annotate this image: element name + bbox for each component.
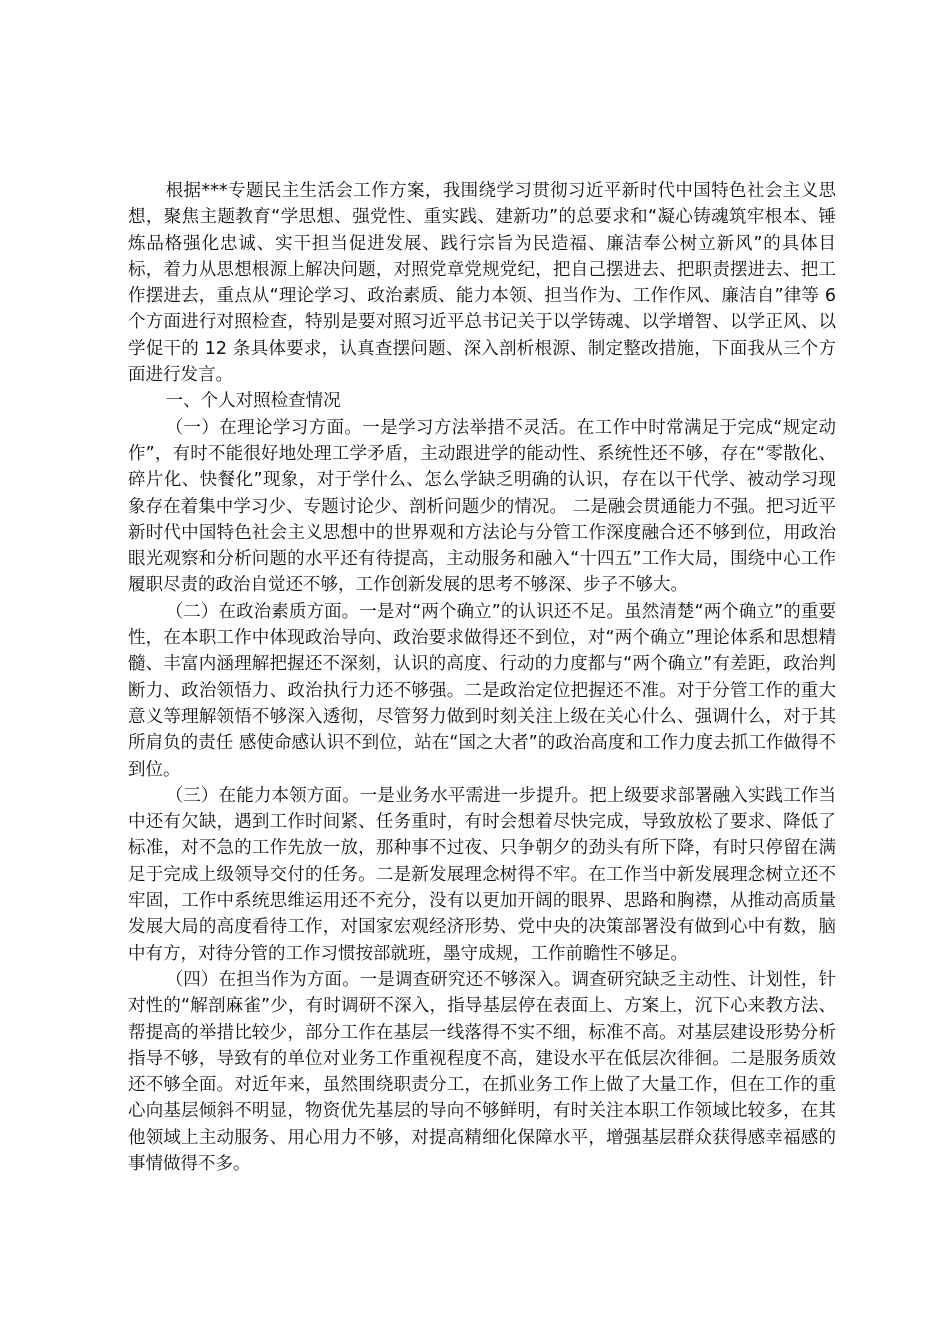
document-body bbox=[128, 178, 836, 1177]
paragraph-responsibility: （四）在担当作为方面。一是调查研究还不够深入。调查研究缺乏主动性、计划性，针对性的“解剖麻雀”少，有时调研不深入，指导基层停在表面上、方案上，沉下心来教方法、帮提高的举措比较少，部分工作在基层一线落得不实不细，标准不高。对基层建设形势分析指导不够，导致有的单位对业务工作重视程度不高，建设水平在低层次徘徊。二是服务质效还不够全面。对近年来，虽然围绕职责分工，在抓业务工作上做了大量工作，但在工作的重心向基层倾斜不明显，物资优先基层的导向不够鲜明，有时关注本职工作领域比较多，在其他领域上主动服务、用心用力不够，对提高精细化保障水平，增强基层群众获得感幸福感的事情做得不多。 bbox=[128, 969, 836, 1174]
intro-paragraph: 根据***专题民主生活会工作方案，我围绕学习贯彻习近平新时代中国特色社会主义思想，聚焦主题教育“学思想、强党性、重实践、建新功”的总要求和“凝心铸魂筑牢根本、锤炼品格强化忠诚、实干担当促进发展、践行宗旨为民造福、廉洁奉公树立新风”的具体目标，着力从思想根源上解决问题，对照党章党规党纪，把自己摆进去、把职责摆进去、把工作摆进去，重点从“理论学习、政治素质、能力本领、担当作为、工作作风、廉洁自”律等 6 个方面进行对照检查，特别是要对照习近平总书记关于以学铸魂、以学增智、以学正风、以学促干的 12 条具体要求，认真查摆问题、深入剖析根源、制定整改措施，下面我从三个方面进行发言。 bbox=[128, 181, 836, 386]
paragraph-capability: （三）在能力本领方面。一是业务水平需进一步提升。把上级要求部署融入实践工作当中还有欠缺，遇到工作时间紧、任务重时，有时会想着尽快完成，导致放松了要求、降低了标准，对不急的工作先放一放，那种事不过夜、只争朝夕的劲头有所下降，有时只停留在满足于完成上级领导交付的任务。二是新发展理念树得不牢。在工作当中新发展理念树立还不牢固，工作中系统思维运用还不充分，没有以更加开阔的眼界、思路和胸襟，从推动高质量发展大局的高度看待工作，对国家宏观经济形势、党中央的决策部署没有做到心中有数，脑中有方，对待分管的工作习惯按部就班，墨守成规，工作前瞻性不够足。 bbox=[128, 785, 836, 964]
section-heading-1: 一、个人对照检查情况 bbox=[165, 391, 341, 412]
paragraph-political-quality: （二）在政治素质方面。一是对“两个确立”的认识还不足。虽然清楚“两个确立”的重要性，在本职工作中体现政治导向、政治要求做得还不到位，对“两个确立”理论体系和思想精髓、丰富内涵理解把握还不深刻，认识的高度、行动的力度都与“两个确立”有差距，政治判断力、政治领悟力、政治执行力还不够强。二是政治定位把握还不准。对于分管工作的重大意义等理解领悟不够深入透彻，尽管努力做到时刻关注上级在关心什么、强调什么，对于其所肩负的责任 感使命感认识不到位，站在“国之大者”的政治高度和工作力度去抓工作做得不到位。 bbox=[128, 601, 836, 780]
paragraph-theory-study: （一）在理论学习方面。一是学习方法举措不灵活。在工作中时常满足于完成“规定动作”，有时不能很好地处理工学矛盾，主动跟进学的能动性、系统性还不够，存在“零散化、碎片化、快餐化”现象，对于学什么、怎么学缺乏明确的认识，存在以干代学、被动学习现象存在着集中学习少、专题讨论少、剖析问题少的情况。 二是融会贯通能力不强。把习近平新时代中国特色社会主义思想中的世界观和方法论与分管工作深度融合还不够到位，用政治眼光观察和分析问题的水平还有待提高，主动服务和融入“十四五”工作大局，围绕中心工作履职尽责的政治自觉还不够，工作创新发展的思考不够深、步子不够大。 bbox=[128, 417, 836, 596]
